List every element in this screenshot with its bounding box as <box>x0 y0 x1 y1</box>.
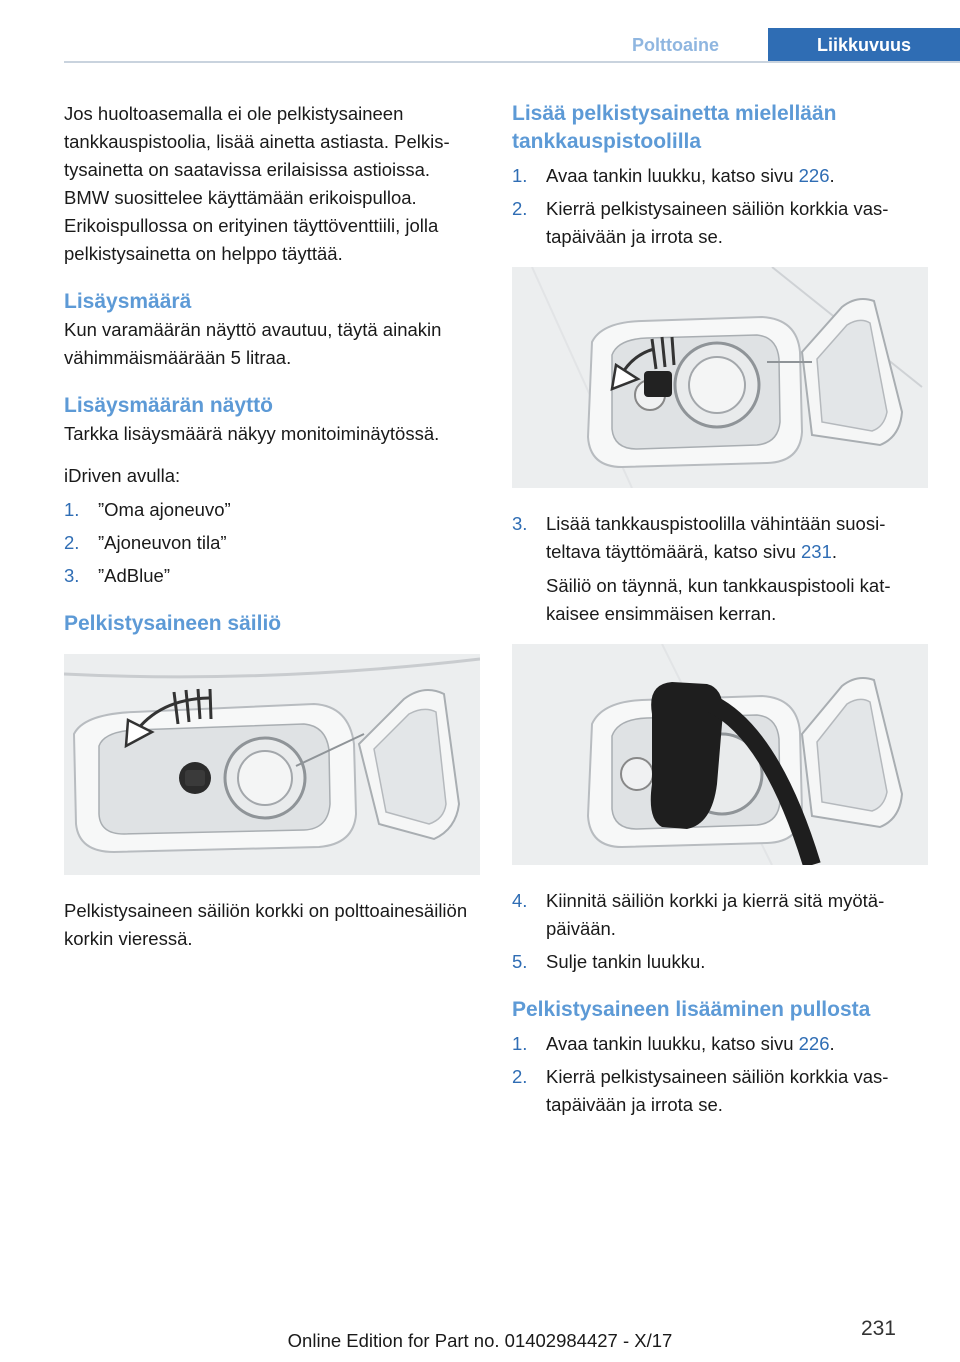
page-number: 231 <box>860 1317 896 1340</box>
pistooli-steps <box>512 162 928 251</box>
closing-steps <box>512 887 928 976</box>
step-text-tail: . <box>829 1033 835 1054</box>
step-number: 4. <box>512 890 528 911</box>
heading-lisaysmaaran-naytto: Lisäysmäärän näyttö <box>64 394 273 417</box>
heading-lisaysmaara: Lisäysmäärä <box>64 290 192 313</box>
list-item <box>512 510 928 628</box>
bottle-steps <box>512 1030 928 1119</box>
idrive-text: iDriven avulla: <box>64 465 181 486</box>
figure-caption: Pelkistysaineen säiliön korkki on polttoainesäiliön korkin vieressä. <box>64 900 468 949</box>
step-number: 5. <box>512 951 528 972</box>
step-number: 1. <box>512 165 528 186</box>
step-text: ”Oma ajoneuvo” <box>98 499 231 520</box>
fill-step <box>512 510 928 628</box>
page-reference-link[interactable]: 226 <box>798 1033 830 1054</box>
step-number: 2. <box>64 532 80 553</box>
list-item <box>64 529 480 557</box>
header-rule <box>64 61 960 63</box>
list-item <box>512 195 928 251</box>
step-text: Avaa tankin luukku, katso sivu <box>546 165 799 186</box>
idrive-steps <box>64 496 480 590</box>
step-text: ”Ajoneuvon tila” <box>98 532 227 553</box>
step-number: 2. <box>512 1066 528 1087</box>
header-tab-polttoaine[interactable]: Polttoaine <box>631 35 719 55</box>
tank-cap-figure <box>64 654 480 875</box>
list-item <box>512 162 928 190</box>
lisaysmaara-text: Kun varamäärän näyttö avautuu, täytä ainakin vähimmäismäärään 5 litraa. <box>64 319 442 368</box>
step-number: 3. <box>512 513 528 534</box>
list-item <box>64 562 480 590</box>
step-number: 1. <box>512 1033 528 1054</box>
step-number: 2. <box>512 198 528 219</box>
step-text: ”AdBlue” <box>98 565 170 586</box>
page-reference-link[interactable]: 231 <box>801 541 832 562</box>
footer-edition: Online Edition for Part no. 01402984427 - X/17 <box>287 1330 673 1351</box>
step-text: Kiinnitä säiliön korkki ja kierrä sitä myötäpäivään. <box>546 890 885 939</box>
heading-pistooli: Lisää pelkistysainetta mielellään tankkauspistoolilla <box>512 102 837 153</box>
step-text-tail: . <box>829 165 835 186</box>
heading-pullo: Pelkistysaineen lisääminen pullosta <box>512 998 871 1021</box>
naytto-text: Tarkka lisäysmäärä näkyy monitoiminäytössä. <box>64 423 440 444</box>
header-tab-liikkuvuus[interactable]: Liikkuvuus <box>768 28 960 62</box>
left-column <box>64 100 480 953</box>
heading-sailio: Pelkistysaineen säiliö <box>64 612 282 635</box>
list-item <box>512 887 928 943</box>
list-item <box>512 948 928 976</box>
step-text-tail: . <box>831 541 838 562</box>
list-item <box>512 1030 928 1058</box>
step-text: Lisää tankkauspistoolilla vähintään suositeltava täyttömäärä, katso sivu <box>546 513 886 562</box>
step-number: 1. <box>64 499 80 520</box>
cap-removal-figure <box>512 267 928 488</box>
step-note: Säiliö on täynnä, kun tankkauspistooli katkaisee ensimmäisen kerran. <box>546 575 891 624</box>
right-column <box>512 100 928 1124</box>
step-text: Avaa tankin luukku, katso sivu <box>546 1033 799 1054</box>
step-text: Kierrä pelkistysaineen säiliön korkkia vastapäivään ja irrota se. <box>546 198 889 247</box>
step-number: 3. <box>64 565 80 586</box>
intro-paragraph: Jos huoltoasemalla ei ole pelkistysaineen tankkauspistoolia, lisää ainetta astiasta. Pelkistysainetta on saatavissa erilaisissa astioissa. BMW suosittelee käyttämään erikoispulloa. Erikoispullossa on erityinen täyttöventtiili, jolla pelkistysainetta on helppo täyttää. <box>64 103 450 264</box>
list-item <box>512 1063 928 1119</box>
nozzle-figure <box>512 644 928 865</box>
list-item <box>64 496 480 524</box>
step-text: Kierrä pelkistysaineen säiliön korkkia vastapäivään ja irrota se. <box>546 1066 889 1115</box>
step-text: Sulje tankin luukku. <box>546 951 706 972</box>
page-reference-link[interactable]: 226 <box>798 165 830 186</box>
